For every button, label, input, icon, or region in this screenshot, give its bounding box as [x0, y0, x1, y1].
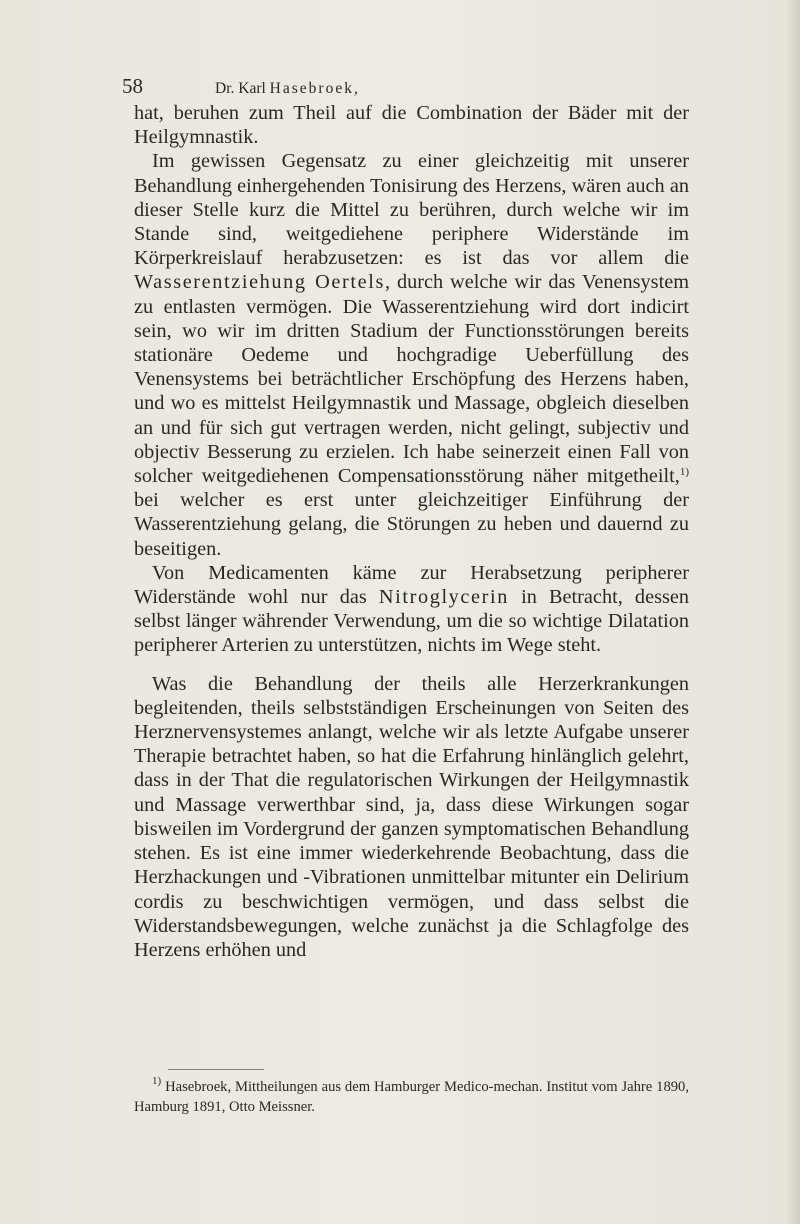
footnote-text: Hasebroek, Mittheilungen aus dem Hamburger Medico-mechan. Institut vom Jahre 1890, Hamburg 1891, Otto Meissner.	[134, 1079, 689, 1115]
author-surname: Hasebroek,	[269, 80, 360, 97]
running-head	[215, 80, 360, 98]
footnote-rule	[168, 1069, 264, 1070]
footnote-reference: 1)	[679, 466, 689, 479]
paragraph-3: Von Medicamenten käme zur Herabsetzung peripherer Widerstände wohl nur das Nitroglycerin in Betracht, dessen selbst länger währender Verwendung, um die so wichtige Dilatation peripherer Arterien zu unterstützen, nichts im Wege steht.	[134, 561, 689, 657]
spaced-term-wasserentziehung: Wasserentziehung Oertels	[134, 271, 385, 294]
page-edge	[786, 0, 800, 1224]
footnote-marker: 1)	[152, 1075, 162, 1087]
author-prefix: Dr. Karl	[215, 80, 270, 97]
paragraph-1: hat, beruhen zum Theil auf die Combination der Bäder mit der Heilgymnastik.	[134, 102, 689, 149]
paragraph-4: Was die Behandlung der theils alle Herzerkrankungen begleitenden, theils selbstständigen Erscheinungen von Seiten des Herznervensystemes anlangt, welche wir als letzte Aufgabe unserer Therapie betrachtet haben, so hat die Erfahrung hinlänglich gelehrt, dass in der That die regulatorischen Wirkungen der Heilgymnastik und Massage verwerthbar sind, ja, dass diese Wirkungen sogar bisweilen im Vordergrund der ganzen symptomatischen Behandlung stehen. Es ist eine immer wiederkehrende Beobachtung, dass die Herzhackungen und -Vibrationen unmittelbar mitunter ein Delirium cordis zu beschwichtigen vermögen, und dass selbst die Widerstandsbewegungen, welche zunächst ja die Schlagfolge des Herzens erhöhen und	[134, 672, 689, 961]
spaced-term-nitroglycerin: Nitroglycerin	[378, 586, 509, 609]
body-text	[134, 101, 689, 962]
paragraph-2: Im gewissen Gegensatz zu einer gleichzeitig mit unserer Behandlung einhergehenden Tonisirung des Herzens, wären auch an dieser Stelle kurz die Mittel zu berühren, durch welche wir im Stande sind, weitgediehene periphere Widerstände im Körperkreislauf herabzusetzen: es ist das vor allem die Wasserentziehung Oertels, durch welche wir das Venensystem zu entlasten vermögen. Die Wasserentziehung wird dort indicirt sein, wo wir im dritten Stadium der Functionsstörungen bereits stationäre Oedeme und hochgradige Ueberfüllung des Venensystems bei beträchtlicher Erschöpfung des Herzens haben, und wo es mittelst Heilgymnastik und Massage, obgleich dieselben an und für sich gut vertragen werden, nicht gelingt, subjectiv und objectiv Besserung zu erzielen. Ich habe seinerzeit einen Fall von solcher weitgediehenen Compensationsstörung näher mitgetheilt,$^{1)}$ bei welcher es erst unter gleichzeitiger Einführung der Wasserentziehung gelang, die Störungen zu heben und dauernd zu beseitigen.	[134, 150, 689, 560]
footnote	[134, 1077, 689, 1117]
page-number: 58	[122, 74, 143, 98]
